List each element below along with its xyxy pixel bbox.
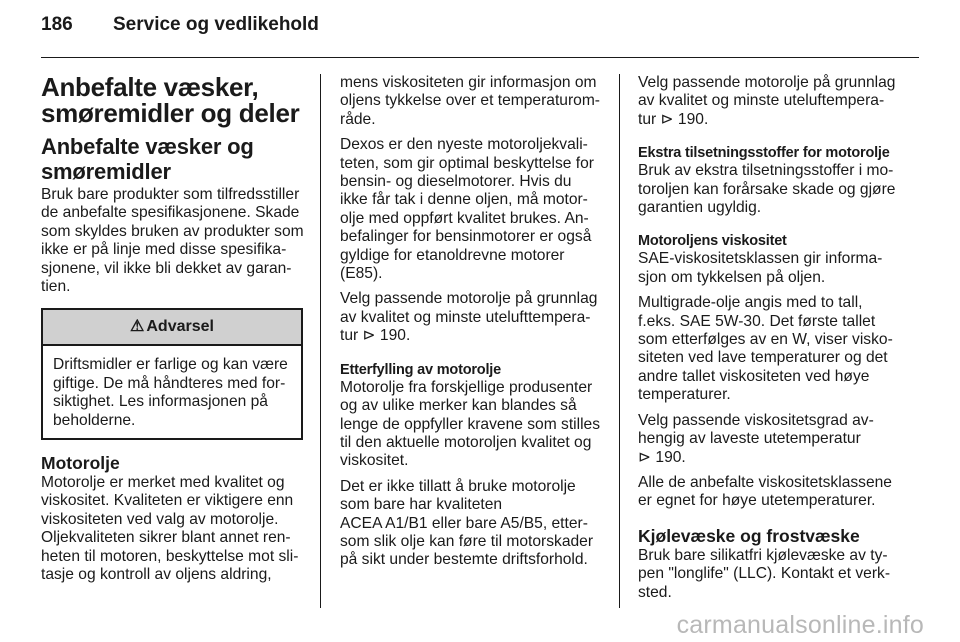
additives-paragraph (638, 162, 902, 217)
text-line: sted. (638, 583, 672, 601)
text-line: ⊳ 190. (638, 448, 686, 466)
etterfylling-heading: Etterfylling av motorolje (340, 361, 501, 378)
column-2 (340, 74, 602, 577)
text-line: temperaturer. (638, 386, 731, 404)
text-line: som etterfølges av en W, viser visko- (638, 331, 893, 349)
coolant-heading: Kjølevæske og frostvæske (638, 525, 860, 546)
text-line: sjonene, vil ikke bli dekket av garan- (41, 259, 292, 277)
text-line: på sikt under bestemte driftsforhold. (340, 551, 588, 569)
choose-oil-paragraph-2 (638, 74, 902, 129)
text-line: tasje og kontroll av oljens aldring, (41, 566, 272, 584)
text-line: Multigrade-olje angis med to tall, (638, 294, 863, 312)
text-line: ACEA A1/B1 eller bare A5/B5, etter- (340, 514, 588, 532)
text-line: beholderne. (53, 411, 136, 429)
sub-heading (41, 134, 303, 184)
text-line: viskositeten ved valg av motorolje. (41, 510, 279, 528)
text-line: befalinger for bensinmotorer er også (340, 228, 592, 246)
text-line: Driftsmidler er farlige og kan være (53, 356, 288, 374)
text-line: til den aktuelle motoroljen kvalitet og (340, 433, 592, 451)
text-line: er egnet for høye utetemperaturer. (638, 492, 876, 510)
text-line: Bruk av ekstra tilsetningsstoffer i mo- (638, 162, 894, 180)
additives-heading: Ekstra tilsetningsstoffer for motorolje (638, 145, 890, 162)
text-line: Motorolje fra forskjellige produsenter (340, 378, 593, 396)
text-line: (E85). (340, 265, 383, 283)
all-classes-paragraph (638, 474, 902, 511)
column-3 (638, 74, 902, 609)
text-line: garantien ugyldig. (638, 199, 762, 217)
text-line: som bare har kvaliteten (340, 496, 503, 514)
text-line: Dexos er den nyeste motoroljekvali- (340, 136, 588, 154)
text-line: andre tallet viskositeten ved høye (638, 367, 870, 385)
text-line: hengig av laveste utetemperatur (638, 430, 861, 448)
watermark: carmanualsonline.info (676, 611, 924, 639)
text-line: Velg passende viskositetsgrad av- (638, 411, 874, 429)
multigrade-paragraph (638, 294, 902, 404)
dexos-paragraph (340, 136, 602, 283)
column-1 (41, 74, 303, 592)
text-line: Bruk bare produkter som tilfredsstiller (41, 186, 300, 203)
warning-icon: ⚠ (130, 318, 145, 336)
text-line: giftige. De må håndteres med for- (53, 374, 286, 392)
acea-paragraph (340, 478, 602, 570)
text-line: siteten ved lave temperaturer og det (638, 349, 888, 367)
text-line: toroljen kan forårsake skade og gjøre (638, 180, 896, 198)
text-line: SAE-viskositetsklassen gir informa- (638, 250, 883, 268)
text-line: sjon om tykkelsen på oljen. (638, 268, 826, 286)
text-line: Bruk bare silikatfri kjølevæske av ty- (638, 546, 888, 564)
text-line: Anbefalte væsker og (41, 134, 254, 159)
text-line: Anbefalte væsker, (41, 72, 259, 102)
warning-title: Advarsel (146, 318, 214, 336)
motorolje-heading: Motorolje (41, 453, 120, 474)
warning-header (43, 310, 301, 346)
text-line: av kvalitet og minste utelufttempera- (340, 308, 591, 326)
coolant-paragraph (638, 547, 902, 602)
text-line: ikke får tak i denne oljen, må motor- (340, 191, 588, 209)
text-line: smøremidler og deler (41, 98, 300, 128)
text-line: heten til motoren, beskyttelse mot sli- (41, 547, 299, 565)
text-line: ikke er på linje med disse spesifika- (41, 241, 287, 259)
text-line: tur ⊳ 190. (340, 327, 411, 345)
page-header (41, 14, 319, 36)
text-line: siktighet. Les informasjonen på (53, 393, 268, 411)
section-title: Service og vedlikehold (113, 14, 319, 35)
motorolje-paragraph (41, 474, 303, 584)
mixing-paragraph (340, 379, 602, 471)
text-line: Motorolje er merket med kvalitet og (41, 474, 285, 492)
text-line: oljens tykkelse over et temperaturom- (340, 92, 600, 110)
text-line: av kvalitet og minste uteluftempera- (638, 92, 885, 110)
text-line: Det er ikke tillatt å bruke motorolje (340, 477, 576, 495)
text-line: som skyldes bruken av produkter som (41, 222, 304, 240)
text-line: gyldige for etanoldrevne motorer (340, 246, 565, 264)
text-line: som slik olje kan føre til motorskader (340, 532, 594, 550)
text-line: Oljekvaliteten sikrer blant annet ren- (41, 529, 291, 547)
warning-text (43, 346, 301, 438)
text-line: de anbefalte spesifikasjonene. Skade (41, 204, 300, 222)
text-line: pen "longlife" (LLC). Kontakt et verk- (638, 565, 891, 583)
text-line: smøremidler (41, 159, 171, 184)
text-line: viskositet. Kvaliteten er viktigere enn (41, 492, 294, 510)
viscosity-grade-paragraph (638, 412, 902, 467)
text-line: f.eks. SAE 5W-30. Det første tallet (638, 312, 876, 330)
header-rule (41, 57, 919, 58)
text-line: mens viskositeten gir informasjon om (340, 74, 597, 91)
intro-paragraph (41, 186, 303, 296)
text-line: tien. (41, 278, 71, 296)
text-line: bensin- og dieselmotorer. Hvis du (340, 173, 572, 191)
main-heading (41, 74, 303, 126)
text-line: viskositet. (340, 452, 409, 470)
column-divider-2 (619, 74, 620, 608)
sae-paragraph (638, 250, 902, 287)
text-line: og av ulike merker kan blandes så (340, 397, 577, 415)
page-number: 186 (41, 14, 73, 35)
text-line: olje med oppført kvalitet brukes. An- (340, 209, 589, 227)
text-line: Velg passende motorolje på grunnlag (340, 290, 598, 308)
text-line: teten, som gir optimal beskyttelse for (340, 154, 594, 172)
text-line: råde. (340, 110, 376, 128)
text-line: lenge de oppfyller kravene som stilles (340, 415, 601, 433)
text-line: Velg passende motorolje på grunnlag (638, 74, 896, 91)
text-line: Alle de anbefalte viskositetsklassene (638, 473, 892, 491)
choose-oil-paragraph (340, 290, 602, 345)
viscosity-continued-paragraph (340, 74, 602, 129)
column-divider-1 (320, 74, 321, 608)
warning-box (41, 308, 303, 440)
viscosity-heading: Motoroljens viskositet (638, 233, 787, 250)
text-line: tur ⊳ 190. (638, 110, 709, 128)
